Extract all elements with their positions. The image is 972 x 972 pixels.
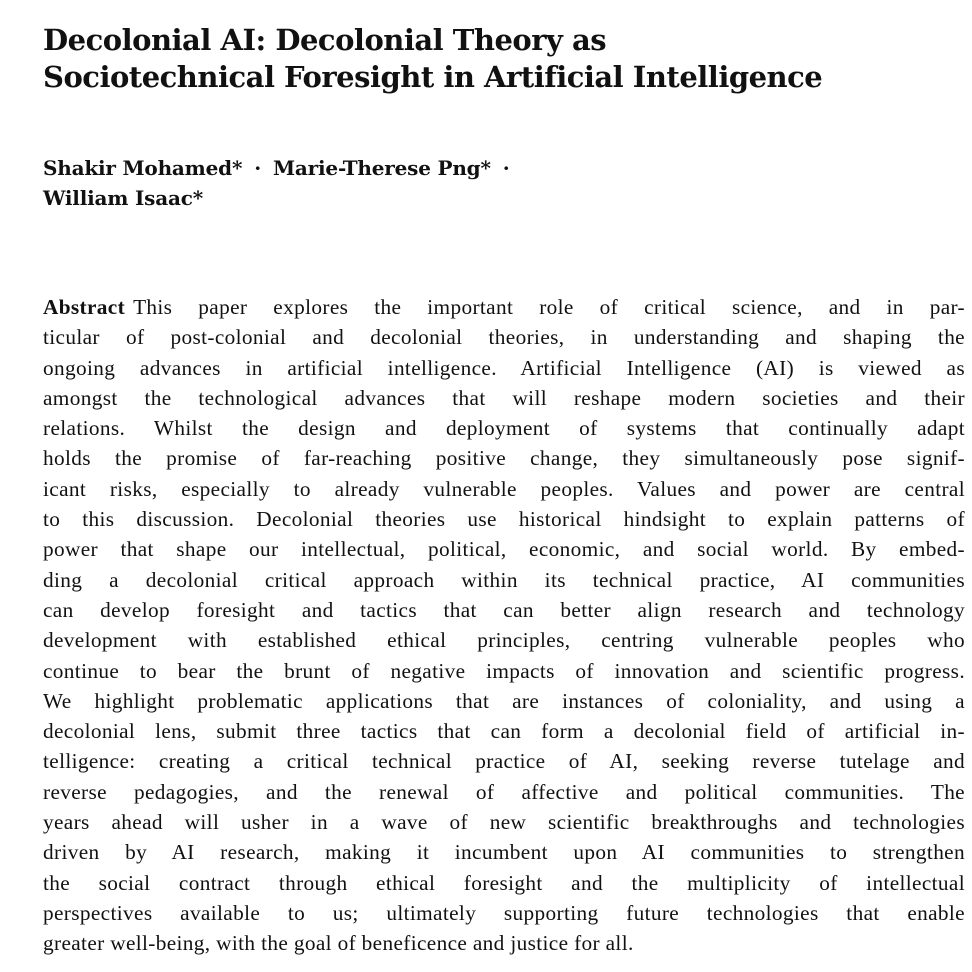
abstract-line: decolonial lens, submit three tactics that can form a decolonial field of artificial in-: [43, 719, 965, 744]
abstract-line: amongst the technological advances that will reshape modern societies and their: [43, 385, 965, 410]
abstract-label: Abstract: [43, 295, 126, 319]
title-line-2: Sociotechnical Foresight in Artificial Intelligence: [43, 60, 823, 94]
paper-title: [43, 22, 943, 96]
author-line-1: [43, 153, 923, 183]
abstract-line: the social contract through ethical foresight and the multiplicity of intellectual: [43, 870, 965, 895]
author-marie-therese-png: Marie-Therese Png*: [272, 156, 491, 180]
abstract-line: reverse pedagogies, and the renewal of affective and political communities. The: [43, 779, 965, 804]
abstract-line: holds the promise of far-reaching positive change, they simultaneously pose signif-: [43, 446, 965, 471]
abstract-line: continue to bear the brunt of negative impacts of innovation and scientific progress.: [43, 658, 965, 683]
abstract-line: can develop foresight and tactics that can better align research and technology: [43, 597, 965, 622]
author-list: [43, 153, 923, 213]
abstract: [43, 292, 965, 959]
title-line-1: Decolonial AI: Decolonial Theory as: [43, 23, 607, 57]
abstract-line: development with established ethical principles, centring vulnerable peoples who: [43, 628, 965, 653]
abstract-line: years ahead will usher in a wave of new scientific breakthroughs and technologies: [43, 810, 965, 835]
abstract-line: power that shape our intellectual, political, economic, and social world. By embed-: [43, 537, 965, 562]
abstract-line: greater well-being, with the goal of beneficence and justice for all.: [43, 931, 634, 956]
abstract-line: perspectives available to us; ultimately supporting future technologies that enable: [43, 900, 965, 925]
abstract-line: Abstract This paper explores the important role of critical science, and in par-: [43, 295, 965, 319]
abstract-line: relations. Whilst the design and deployment of systems that continually adapt: [43, 416, 965, 441]
abstract-line: driven by AI research, making it incumbent upon AI communities to strengthen: [43, 840, 965, 865]
abstract-line: telligence: creating a critical technical practice of AI, seeking reverse tutelage and: [43, 749, 965, 774]
author-shakir-mohamed: Shakir Mohamed*: [43, 156, 243, 180]
abstract-line: to this discussion. Decolonial theories use historical hindsight to explain patterns of: [43, 507, 965, 532]
author-william-isaac: William Isaac*: [43, 186, 203, 210]
abstract-line: ticular of post-colonial and decolonial theories, in understanding and shaping the: [43, 325, 965, 350]
abstract-line: ongoing advances in artificial intelligence. Artificial Intelligence (AI) is viewed as: [43, 355, 965, 380]
abstract-line: icant risks, especially to already vulnerable peoples. Values and power are central: [43, 476, 965, 501]
author-separator: ·: [254, 156, 261, 180]
abstract-line: We highlight problematic applications that are instances of coloniality, and using a: [43, 688, 965, 713]
author-line-2: [43, 183, 923, 213]
abstract-line: ding a decolonial critical approach within its technical practice, AI communities: [43, 567, 965, 592]
author-separator: ·: [502, 156, 510, 180]
